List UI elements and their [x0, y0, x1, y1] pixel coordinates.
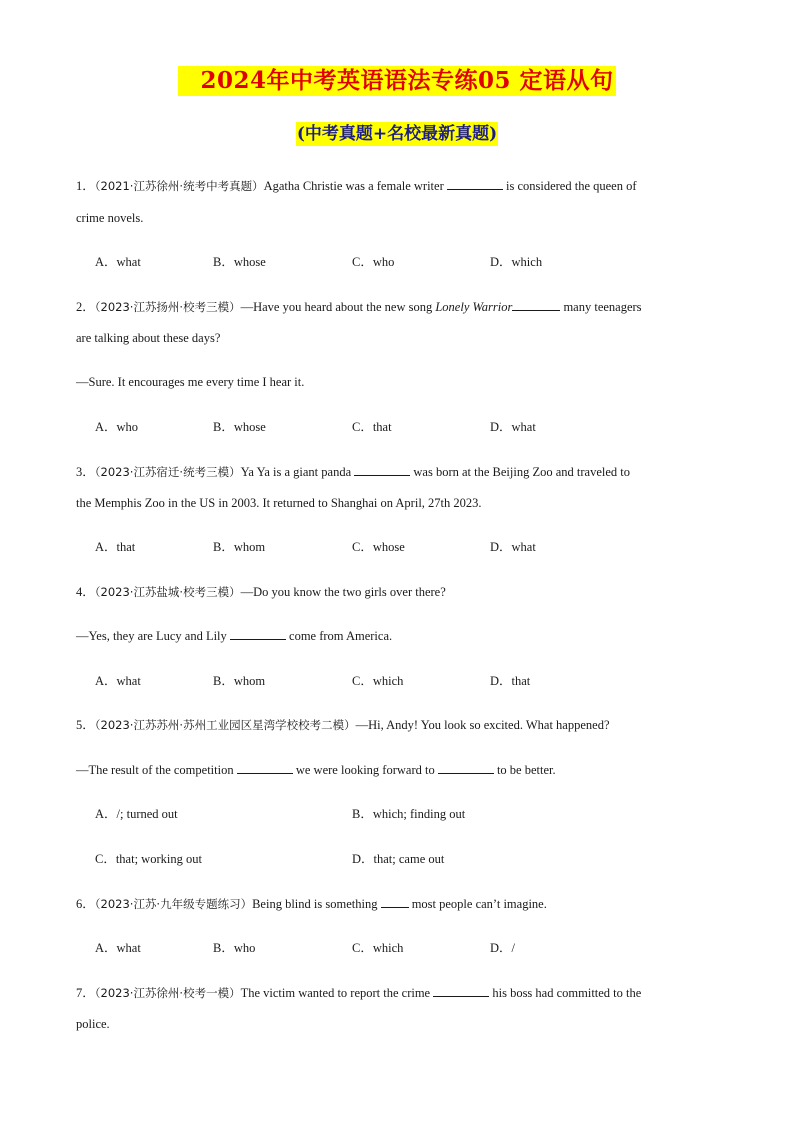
question-text: Agatha Christie was a female writer	[263, 179, 447, 193]
option-c[interactable]: C．which	[352, 941, 404, 955]
question-text: many teenagers	[560, 300, 642, 314]
option-c[interactable]: C．whose	[352, 540, 405, 554]
question-4-line-2	[76, 628, 392, 644]
option-a[interactable]: A．what	[95, 255, 141, 269]
question-number: 6．	[76, 897, 95, 911]
question-text: —Yes, they are Lucy and Lily	[76, 629, 230, 643]
option-a[interactable]: A．that	[95, 540, 136, 554]
question-text: was born at the Beijing Zoo and traveled to	[410, 465, 630, 479]
title-container	[0, 66, 794, 96]
option-c[interactable]: C．which	[352, 674, 404, 688]
answer-blank[interactable]	[433, 985, 489, 997]
question-text: Being blind is something	[252, 897, 381, 911]
option-b[interactable]: B．whom	[213, 540, 266, 554]
option-a[interactable]: A．what	[95, 941, 141, 955]
option-d[interactable]: D．/	[490, 941, 516, 955]
question-number: 4．	[76, 585, 95, 599]
question-1-line-2: crime novels.	[76, 211, 144, 225]
question-text: Ya Ya is a giant panda	[240, 465, 355, 479]
page-subtitle: (中考真题+名校最新真题)	[296, 124, 498, 144]
question-1-line-1	[76, 178, 637, 194]
option-d[interactable]: D．which	[490, 255, 543, 269]
question-source: （2023·江苏·九年级专题练习）	[94, 897, 253, 911]
question-text: to be better.	[493, 763, 556, 777]
subtitle-container	[0, 122, 794, 146]
option-a[interactable]: A．/; turned out	[95, 807, 178, 821]
option-d[interactable]: D．what	[490, 540, 536, 554]
question-number: 5．	[76, 718, 95, 732]
option-b[interactable]: B．which; finding out	[352, 807, 466, 821]
answer-blank[interactable]	[354, 464, 410, 476]
question-text: his boss had committed to the	[489, 986, 642, 1000]
question-text: —Hi, Andy! You look so excited. What happened?	[355, 718, 610, 732]
option-a[interactable]: A．who	[95, 420, 139, 434]
option-b[interactable]: B．whose	[213, 420, 266, 434]
question-7-line-1	[76, 985, 641, 1001]
option-c[interactable]: C．that	[352, 420, 392, 434]
question-2-line-1	[76, 299, 642, 315]
answer-blank[interactable]	[230, 628, 286, 640]
question-text: The victim wanted to report the crime	[240, 986, 434, 1000]
option-c[interactable]: C．that; working out	[95, 852, 202, 866]
question-3-line-2: the Memphis Zoo in the US in 2003. It returned to Shanghai on April, 27th 2023.	[76, 496, 482, 510]
question-6-line-1	[76, 896, 547, 912]
answer-blank[interactable]	[447, 178, 503, 190]
question-text: —Have you heard about the new song	[240, 300, 436, 314]
question-text: —Do you know the two girls over there?	[240, 585, 446, 599]
question-5-line-2	[76, 762, 556, 778]
option-b[interactable]: B．whom	[213, 674, 266, 688]
option-d[interactable]: D．that; came out	[352, 852, 445, 866]
question-number: 3．	[76, 465, 95, 479]
option-d[interactable]: D．what	[490, 420, 536, 434]
question-source: （2021·江苏徐州·统考中考真题）	[94, 179, 264, 193]
question-4-line-1	[76, 584, 446, 600]
question-text: most people can’t imagine.	[408, 897, 547, 911]
answer-blank[interactable]	[512, 299, 560, 311]
question-7-line-2: police.	[76, 1017, 110, 1031]
option-b[interactable]: B．who	[213, 941, 256, 955]
answer-blank[interactable]	[381, 896, 409, 908]
song-title: Lonely Warrior	[435, 300, 513, 314]
option-a[interactable]: A．what	[95, 674, 141, 688]
question-source: （2023·江苏徐州·校考一模）	[94, 986, 241, 1000]
question-2-line-2: are talking about these days?	[76, 331, 221, 345]
question-source: （2023·江苏宿迁·统考三模）	[94, 465, 241, 479]
page-title: 2024年中考英语语法专练05 定语从句	[178, 66, 615, 96]
question-source: （2023·江苏扬州·校考三模）	[94, 300, 241, 314]
question-2-line-3: —Sure. It encourages me every time I hear it.	[76, 375, 305, 389]
question-5-line-1	[76, 717, 610, 733]
answer-blank-1[interactable]	[237, 762, 293, 774]
question-number: 7．	[76, 986, 95, 1000]
question-text: is considered the queen of	[502, 179, 637, 193]
question-source: （2023·江苏盐城·校考三模）	[94, 585, 241, 599]
question-3-line-1	[76, 464, 630, 480]
question-text: we were looking forward to	[292, 763, 438, 777]
option-d[interactable]: D．that	[490, 674, 531, 688]
option-c[interactable]: C．who	[352, 255, 395, 269]
answer-blank-2[interactable]	[438, 762, 494, 774]
question-source: （2023·江苏苏州·苏州工业园区星湾学校校考二模）	[94, 718, 356, 732]
question-number: 1．	[76, 179, 95, 193]
option-b[interactable]: B．whose	[213, 255, 266, 269]
question-text: come from America.	[285, 629, 393, 643]
question-text: —The result of the competition	[76, 763, 237, 777]
question-number: 2．	[76, 300, 95, 314]
